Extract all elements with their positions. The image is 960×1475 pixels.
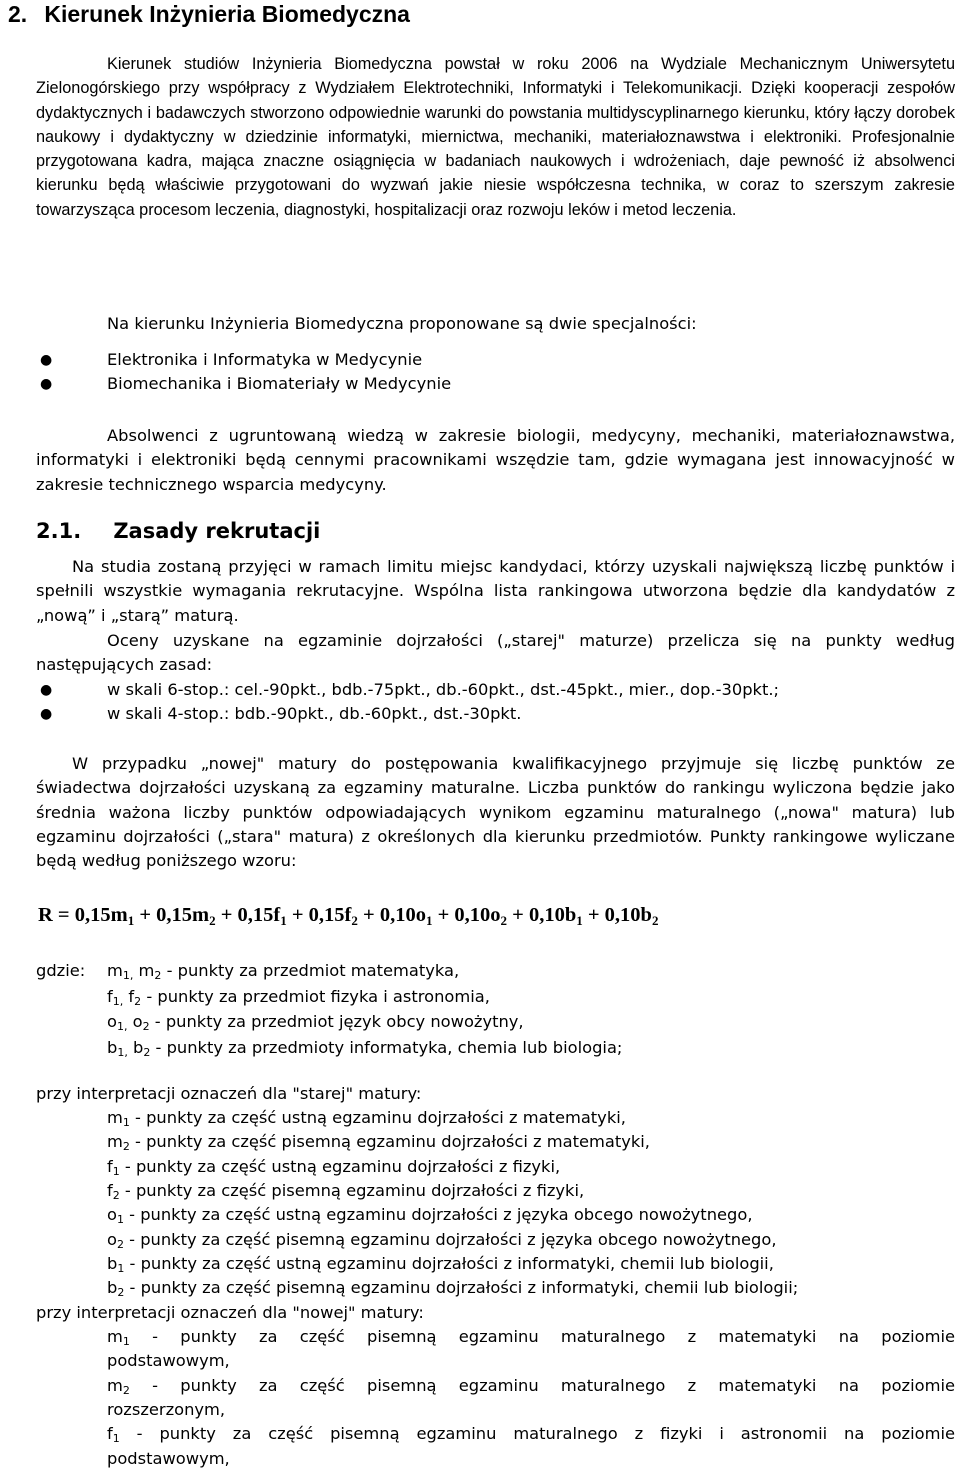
chapter-number: 2.	[8, 1, 28, 27]
formula-coef: 0,10	[454, 904, 491, 926]
formula-coef: 0,10	[604, 904, 641, 926]
symbol-sub: 2	[154, 969, 162, 982]
formula-sub: 1	[280, 913, 287, 928]
new-matura-item	[107, 1424, 955, 1445]
new-matura-item	[107, 1376, 955, 1397]
symbol: o	[107, 1205, 117, 1225]
formula-plus: +	[582, 904, 605, 926]
symbol: m	[107, 1108, 123, 1127]
where-text: - punkty za przedmiot fizyka i astronomia,	[141, 986, 490, 1006]
symbol: f	[123, 986, 135, 1006]
grade-rule-item: w skali 6-stop.: cel.-90pkt., bdb.-75pkt., db.-60pkt., dst.-45pkt., mier., dop.-30pkt.;	[107, 680, 780, 699]
symbol-sub: 1,	[112, 994, 124, 1008]
symbol-sub: 2	[117, 1286, 125, 1300]
formula-coef: 0,15	[237, 904, 274, 926]
symbol-sub: 1,	[116, 1020, 128, 1033]
formula-plus: +	[215, 904, 238, 926]
formula-sub: 1	[127, 913, 135, 928]
item-text: - punkty za część ustną egzaminu dojrzałości z matematyki,	[129, 1108, 626, 1127]
symbol: f	[107, 1424, 113, 1444]
formula-sub: 2	[500, 913, 507, 928]
symbol: o	[107, 1229, 117, 1249]
symbol: b	[107, 1278, 118, 1298]
grade-rule-item: w skali 4-stop.: bdb.-90pkt., db.-60pkt., dst.-30pkt.	[107, 704, 522, 723]
old-matura-item	[107, 1157, 560, 1178]
formula-var: f	[273, 904, 281, 926]
item-text: - punkty za część ustną egzaminu dojrzałości z informatyki, chemii lub biologii,	[124, 1253, 774, 1273]
formula-plus: +	[432, 904, 455, 926]
formula-var: b	[564, 904, 577, 926]
where-text: - punkty za przedmiot język obcy nowożytny,	[149, 1012, 524, 1031]
symbol: f	[107, 986, 113, 1006]
item-text: - punkty za część pisemną egzaminu maturalnego z matematyki na poziomie	[129, 1327, 955, 1346]
formula-var: f	[344, 904, 352, 926]
new-matura-paragraph: W przypadku „nowej" matury do postępowania kwalifikacyjnego przyjmuje się liczbę punktów ze świadectwa dojrzałości uzyskaną za egzaminy maturalne. Liczba punktów do rankingu wyliczona będzie jako średnia ważona liczby punktów odpowiadających wynikom egzaminu maturalnego („nowa" matura) lub egzaminu dojrzałości („stara" matura) z określonych dla kierunku przedmiotów. Punkty rankingowe wyliczane będą według poniższego wzoru:	[36, 754, 955, 871]
symbol-sub: 1	[122, 1116, 130, 1129]
formula-coef: 0,10	[528, 904, 565, 926]
where-item	[107, 961, 459, 982]
section-heading	[36, 519, 320, 543]
recruitment-paragraph: Na studia zostaną przyjęci w ramach limitu miejsc kandydaci, którzy uzyskali największą liczbę punktów i spełnili wszystkie wymagania rekrutacyjne. Wspólna lista rankingowa utworzona będzie dla kandydatów z „nową” i „starą” maturą.	[36, 557, 955, 625]
item-text: - punkty za część ustną egzaminu dojrzałości z fizyki,	[119, 1156, 561, 1176]
symbol: m	[107, 961, 123, 980]
chapter-title: Kierunek Inżynieria Biomedyczna	[44, 1, 410, 27]
formula-var: m	[110, 904, 128, 926]
where-label: gdzie:	[36, 961, 86, 980]
symbol-sub: 1	[112, 1164, 120, 1178]
symbol-sub: 2	[134, 994, 142, 1008]
symbol-sub: 1	[117, 1261, 125, 1275]
formula-plus: +	[286, 904, 309, 926]
symbol: m	[107, 1327, 123, 1346]
where-text: - punkty za przedmiot matematyka,	[161, 961, 460, 980]
section-number: 2.1.	[36, 519, 82, 543]
formula-sub: 2	[651, 913, 659, 928]
symbol-sub: 2	[122, 1383, 130, 1397]
formula-sub: 2	[351, 913, 358, 928]
symbol: b	[107, 1253, 118, 1273]
item-text: - punkty za część ustną egzaminu dojrzałości z języka obcego nowożytnego,	[123, 1205, 753, 1225]
old-matura-item	[107, 1181, 584, 1202]
symbol-sub: 2	[142, 1020, 150, 1033]
symbol-sub: 1	[122, 1335, 130, 1348]
bullet-icon: ●	[40, 706, 53, 722]
new-matura-label: przy interpretacji oznaczeń dla "nowej" matury:	[36, 1303, 424, 1322]
item-text: - punkty za część pisemną egzaminu dojrzałości z informatyki, chemii lub biologii;	[124, 1278, 799, 1298]
symbol-sub: 1	[116, 1213, 124, 1227]
where-item	[107, 1038, 622, 1059]
symbol: o	[127, 1012, 143, 1031]
formula-sub: 2	[209, 913, 216, 928]
formula-sub: 1	[576, 913, 583, 928]
bullet-icon: ●	[40, 352, 53, 368]
old-matura-item	[107, 1230, 777, 1251]
symbol: b	[127, 1037, 144, 1057]
formula-var: o	[415, 904, 426, 926]
old-matura-item	[107, 1132, 650, 1153]
formula-coef: 0,15	[156, 904, 193, 926]
symbol-sub: 2	[116, 1237, 124, 1251]
old-matura-item	[107, 1205, 753, 1226]
new-matura-item-continuation: podstawowym,	[107, 1351, 230, 1371]
symbol-sub: 2	[143, 1045, 151, 1059]
grades-paragraph: Oceny uzyskane na egzaminie dojrzałości („starej" maturze) przelicza się na punkty według następujących zasad:	[36, 631, 955, 675]
new-matura-item-continuation: rozszerzonym,	[107, 1399, 226, 1419]
symbol-sub: 1,	[122, 969, 134, 982]
formula-plus: +	[507, 904, 529, 926]
symbol-sub: 1,	[117, 1045, 128, 1059]
item-text: - punkty za część pisemną egzaminu dojrzałości z fizyki,	[119, 1180, 585, 1200]
item-text: - punkty za część pisemną egzaminu dojrzałości z matematyki,	[129, 1132, 650, 1152]
item-text: - punkty za część pisemną egzaminu maturalnego z matematyki na poziomie	[129, 1375, 955, 1395]
where-text: - punkty za przedmioty informatyka, chemia lub biologia;	[150, 1037, 623, 1057]
formula-coef: 0,15	[308, 904, 345, 926]
old-matura-item	[107, 1254, 774, 1275]
graduates-paragraph: Absolwenci z ugruntowaną wiedzą w zakresie biologii, medycyny, mechaniki, materiałoznawstwa, informatyki i elektroniki będą cennymi pracownikami wszędzie tam, gdzie wymagana jest innowacyjność w zakresie technicznego wsparcia medycyny.	[36, 426, 955, 494]
ranking-formula	[38, 904, 658, 929]
formula-var: b	[640, 904, 652, 926]
item-text: - punkty za część pisemną egzaminu maturalnego z fizyki i astronomii na poziomie	[119, 1424, 955, 1444]
old-matura-label: przy interpretacji oznaczeń dla "starej" matury:	[36, 1084, 422, 1103]
specializations-intro: Na kierunku Inżynieria Biomedyczna proponowane są dwie specjalności:	[107, 314, 697, 333]
bullet-icon: ●	[40, 682, 53, 698]
specialization-item: Elektronika i Informatyka w Medycynie	[107, 350, 423, 369]
formula-var: m	[192, 904, 210, 926]
formula-coef: 0,10	[379, 904, 416, 926]
where-item	[107, 987, 490, 1008]
formula-var: o	[490, 904, 501, 926]
formula-plus: +	[134, 904, 157, 926]
symbol: o	[107, 1012, 117, 1031]
symbol: f	[107, 1156, 113, 1176]
symbol: m	[107, 1375, 123, 1395]
old-matura-item	[107, 1108, 626, 1129]
symbol-sub: 2	[112, 1188, 120, 1202]
where-item	[107, 1012, 524, 1033]
section-title: Zasady rekrutacji	[113, 519, 321, 543]
bullet-icon: ●	[40, 376, 53, 392]
formula-lhs: R =	[38, 904, 75, 926]
new-matura-item-continuation: podstawowym,	[107, 1448, 230, 1468]
symbol: m	[107, 1132, 123, 1152]
item-text: - punkty za część pisemną egzaminu dojrzałości z języka obcego nowożytnego,	[123, 1229, 777, 1249]
formula-sub: 1	[425, 913, 433, 928]
symbol: m	[133, 961, 155, 980]
symbol-sub: 2	[122, 1140, 130, 1154]
old-matura-item	[107, 1278, 798, 1299]
formula-coef: 0,15	[74, 904, 111, 926]
new-matura-item	[107, 1327, 955, 1348]
specialization-item: Biomechanika i Biomateriały w Medycynie	[107, 374, 452, 393]
chapter-heading	[8, 1, 410, 28]
symbol-sub: 1	[112, 1432, 120, 1446]
symbol: b	[107, 1037, 118, 1057]
symbol: f	[107, 1180, 113, 1200]
formula-plus: +	[357, 904, 380, 926]
intro-paragraph: Kierunek studiów Inżynieria Biomedyczna powstał w roku 2006 na Wydziale Mechanicznym Uniwersytetu Zielonogórskiego przy współpracy z Wydziałem Elektrotechniki, Informatyki i Telekomunikacji. Dzięki kooperacji zespołów dydaktycznych i badawczych stworzono odpowiednie warunki do powstania multidyscyplinarnego kierunku, który łączy dorobek naukowy i dydaktyczny w dziedzinie informatyki, miernictwa, mechaniki, materiałoznawstwa i elektroniki. Profesjonalnie przygotowana kadra, mająca znaczne osiągnięcia w badaniach naukowych i wdrożeniach, daje pewność iż absolwenci kierunku będą właściwie przygotowani do wyzwań jakie niesie współczesna technika, w coraz to szerszym zakresie towarzysząca procesom leczenia, diagnostyki, hospitalizacji oraz rozwoju leków i metod leczenia.	[36, 55, 955, 219]
